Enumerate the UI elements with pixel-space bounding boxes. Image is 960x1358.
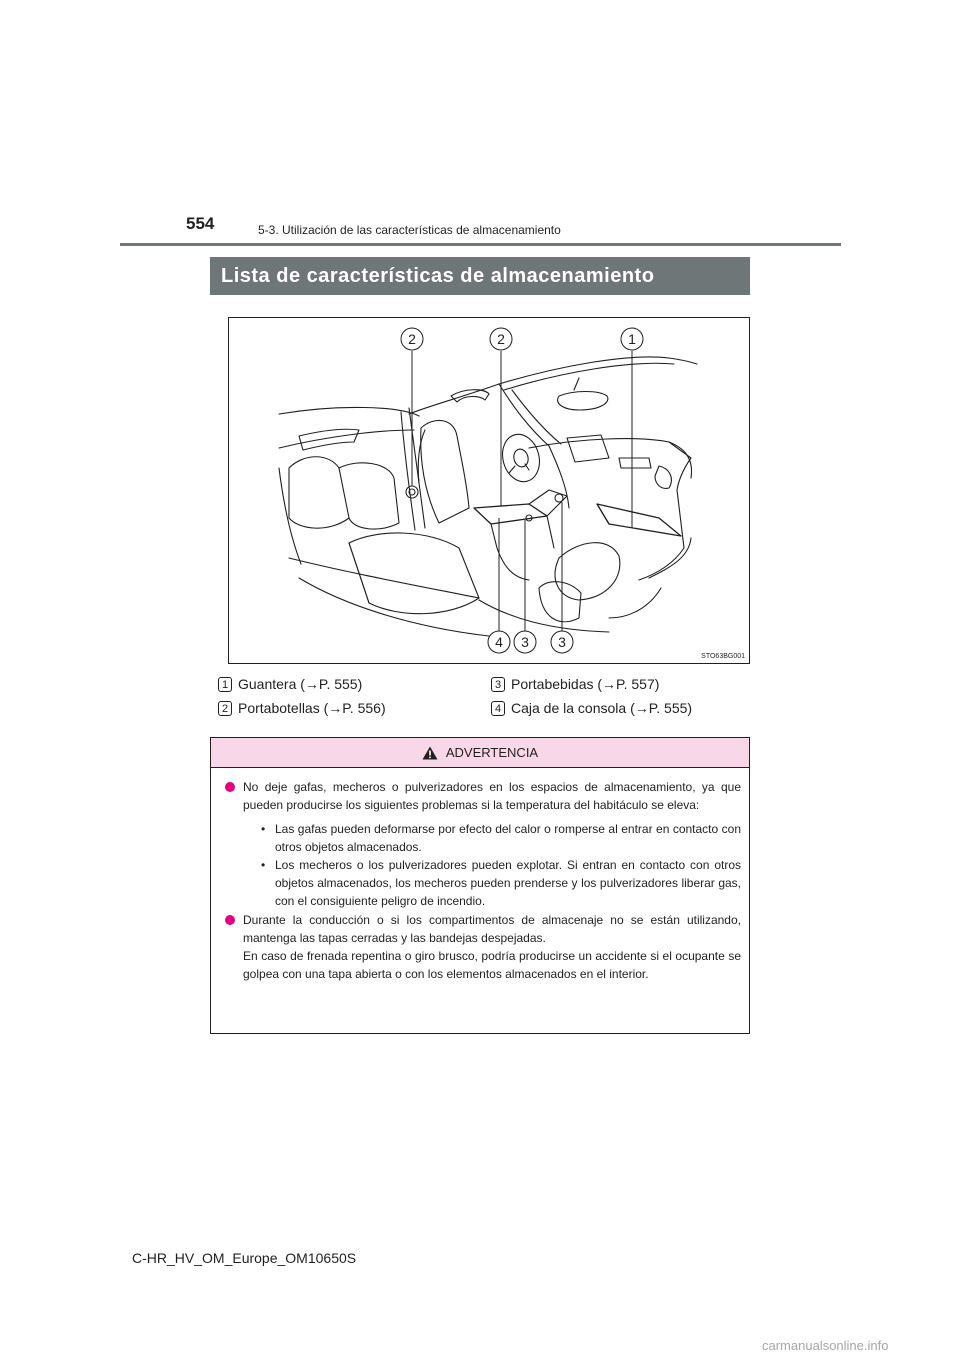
legend-item-bottle-holder: [218, 698, 386, 718]
car-interior-drawing: [229, 318, 750, 664]
legend-item-cup-holder: [491, 674, 659, 694]
section-title: Lista de características de almacenamiento: [210, 257, 750, 295]
warning-title: ADVERTENCIA: [445, 745, 539, 760]
legend-label: Caja de la consola (→P. 555): [511, 700, 693, 716]
page-number: 554: [186, 214, 215, 233]
warning-sub-text: Los mecheros o los pulverizadores pueden explotar. Si entran en contacto con otros objetos almacenados, los mecheros pueden prenderse y los pulverizadores liberar gas, con el consiguiente peligro de incendio.: [275, 858, 741, 908]
legend-number: 4: [491, 701, 505, 716]
legend-number: 3: [491, 677, 505, 692]
figure-code: STO63BG001: [701, 653, 745, 660]
sub-bullet: •: [261, 822, 266, 836]
warning-sub-text: Las gafas pueden deformarse por efecto del calor o romperse al entrar en contacto con otros objetos almacenados.: [275, 822, 741, 854]
bullet-icon: [225, 915, 235, 925]
warning-item: [225, 911, 741, 983]
sub-bullet: •: [261, 858, 266, 872]
car-interior-illustration: [228, 317, 750, 664]
legend-number: 2: [218, 701, 232, 716]
warning-item-text: Durante la conducción o si los compartimentos de almacenaje no se están utilizando, mantenga las tapas cerradas y las bandejas despejadas.: [243, 913, 741, 945]
legend-item-glovebox: [218, 674, 362, 694]
warning-sub-item: [261, 856, 741, 910]
warning-triangle-icon: [422, 746, 438, 760]
callout-label: 4: [495, 634, 503, 650]
legend-label: Portabebidas (→P. 557): [511, 676, 660, 692]
callout-label: 2: [408, 331, 416, 347]
bullet-icon: [225, 782, 235, 792]
warning-header: [211, 738, 749, 768]
legend-number: 1: [218, 677, 232, 692]
warning-sub-list: [243, 820, 741, 910]
callout-label: 2: [497, 331, 505, 347]
warning-item-text: En caso de frenada repentina o giro brusco, podría producirse un accidente si el ocupante se golpea con una tapa abierta o con los elementos almacenados en el interior.: [243, 949, 741, 981]
warning-box: [210, 737, 750, 1034]
legend-label: Guantera (→P. 555): [238, 676, 363, 692]
warning-body: [211, 768, 749, 983]
watermark: carmanualsonline.info: [762, 1338, 889, 1353]
document-footer: C-HR_HV_OM_Europe_OM10650S: [132, 1250, 357, 1266]
callout-label: 3: [558, 634, 566, 650]
warning-item-text: No deje gafas, mecheros o pulverizadores en los espacios de almacenamiento, ya que pueden producirse los siguientes problemas si la temperatura del habitáculo se eleva:: [243, 780, 741, 812]
breadcrumb: 5-3. Utilización de las características de almacenamiento: [258, 223, 561, 237]
header-divider: [120, 243, 841, 246]
warning-sub-item: [261, 820, 741, 856]
callout-label: 1: [628, 331, 636, 347]
legend-label: Portabotellas (→P. 556): [238, 700, 386, 716]
legend-item-console-box: [491, 698, 692, 718]
warning-item: [225, 778, 741, 910]
callout-label: 3: [521, 634, 529, 650]
